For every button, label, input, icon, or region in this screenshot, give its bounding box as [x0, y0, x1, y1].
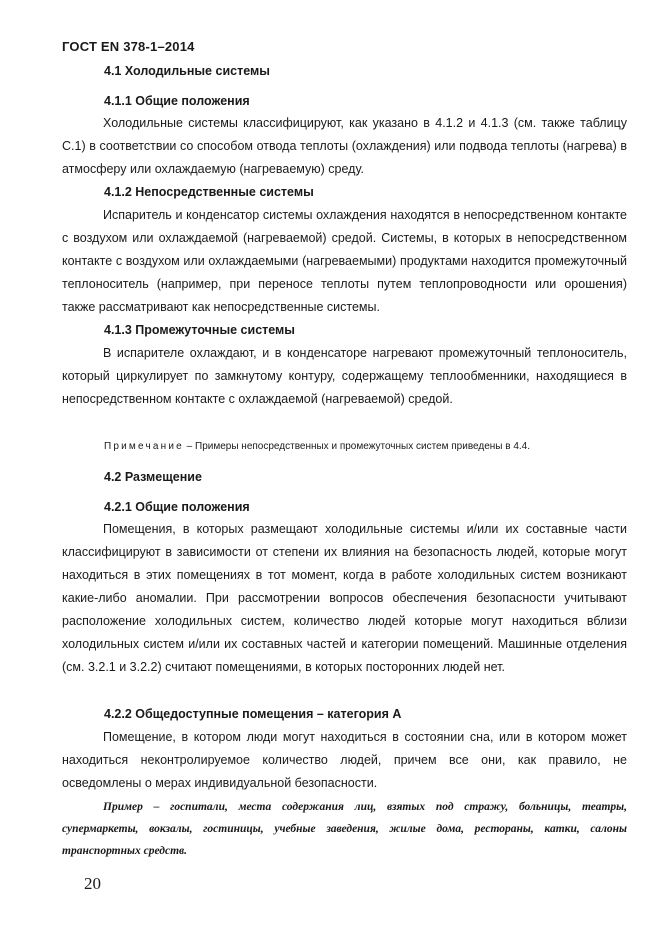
heading-4-1: 4.1 Холодильные системы — [104, 64, 270, 78]
note-text: – Примеры непосредственных и промежуточных систем приведены в 4.4. — [186, 441, 531, 452]
heading-4-1-1: 4.1.1 Общие положения — [104, 94, 250, 108]
document-header: ГОСТ EN 378-1–2014 — [62, 39, 195, 54]
paragraph-4-1-3: В испарителе охлаждают, и в конденсаторе нагревают промежуточный теплоноситель, который циркулирует по замкнутому контуру, содержащему теплообменники, находящиеся в непосредственном контакте с охлаждаемой (нагреваемой) средой. — [62, 346, 627, 406]
example-paragraph: Пример – госпитали, места содержания лиц, взятых под стражу, больницы, театры, супермаркеты, вокзалы, гостиницы, учебные заведения, жилые дома, рестораны, катки, салоны транспортных средств. — [62, 801, 627, 857]
note-label: Примечание — [104, 441, 184, 452]
paragraph-4-2-2: Помещение, в котором люди могут находиться в состоянии сна, или в котором может находиться неконтролируемое количество людей, причем все они, как правило, не осведомлены о мерах индивидуальной безопасности. — [62, 730, 627, 790]
heading-4-2: 4.2 Размещение — [104, 470, 202, 484]
heading-4-1-2: 4.1.2 Непосредственные системы — [104, 185, 314, 199]
heading-4-1-3: 4.1.3 Промежуточные системы — [104, 323, 295, 337]
heading-4-2-1: 4.2.1 Общие положения — [104, 500, 250, 514]
paragraph-4-1-1: Холодильные системы классифицируют, как указано в 4.1.2 и 4.1.3 (см. также таблицу С.1) в соответствии со способом отвода теплоты (охлаждения) или подвода теплоты (нагрева) в атмосферу или охлаждаемую (нагреваемую) среду. — [62, 116, 627, 176]
note — [104, 441, 530, 452]
page-number: 20 — [84, 874, 101, 893]
heading-4-2-2: 4.2.2 Общедоступные помещения – категория А — [104, 707, 402, 721]
paragraph-4-1-2: Испаритель и конденсатор системы охлаждения находятся в непосредственном контакте с воздухом или охлаждаемой (нагреваемой) средой. Системы, в которых в непосредственном контакте с воздухом или охлаждаемыми (нагреваемыми) продуктами находится промежуточный теплоноситель (например, при переносе теплоты путем теплопроводности или орошения) также рассматривают как непосредственные системы. — [62, 208, 627, 314]
paragraph-4-2-1: Помещения, в которых размещают холодильные системы и/или их составные части классифицируют в зависимости от степени их влияния на безопасность людей, которые могут находиться в этих помещениях в тот момент, когда в работе холодильных систем возникают какие-либо аномалии. При рассмотрении вопросов обеспечения безопасности учитывают расположение холодильных систем, количество людей которые могут находиться вблизи холодильных систем и/или их составных частей и категории помещений. Машинные отделения (см. 3.2.1 и 3.2.2) считают помещениями, в которых посторонних людей нет. — [62, 522, 627, 674]
